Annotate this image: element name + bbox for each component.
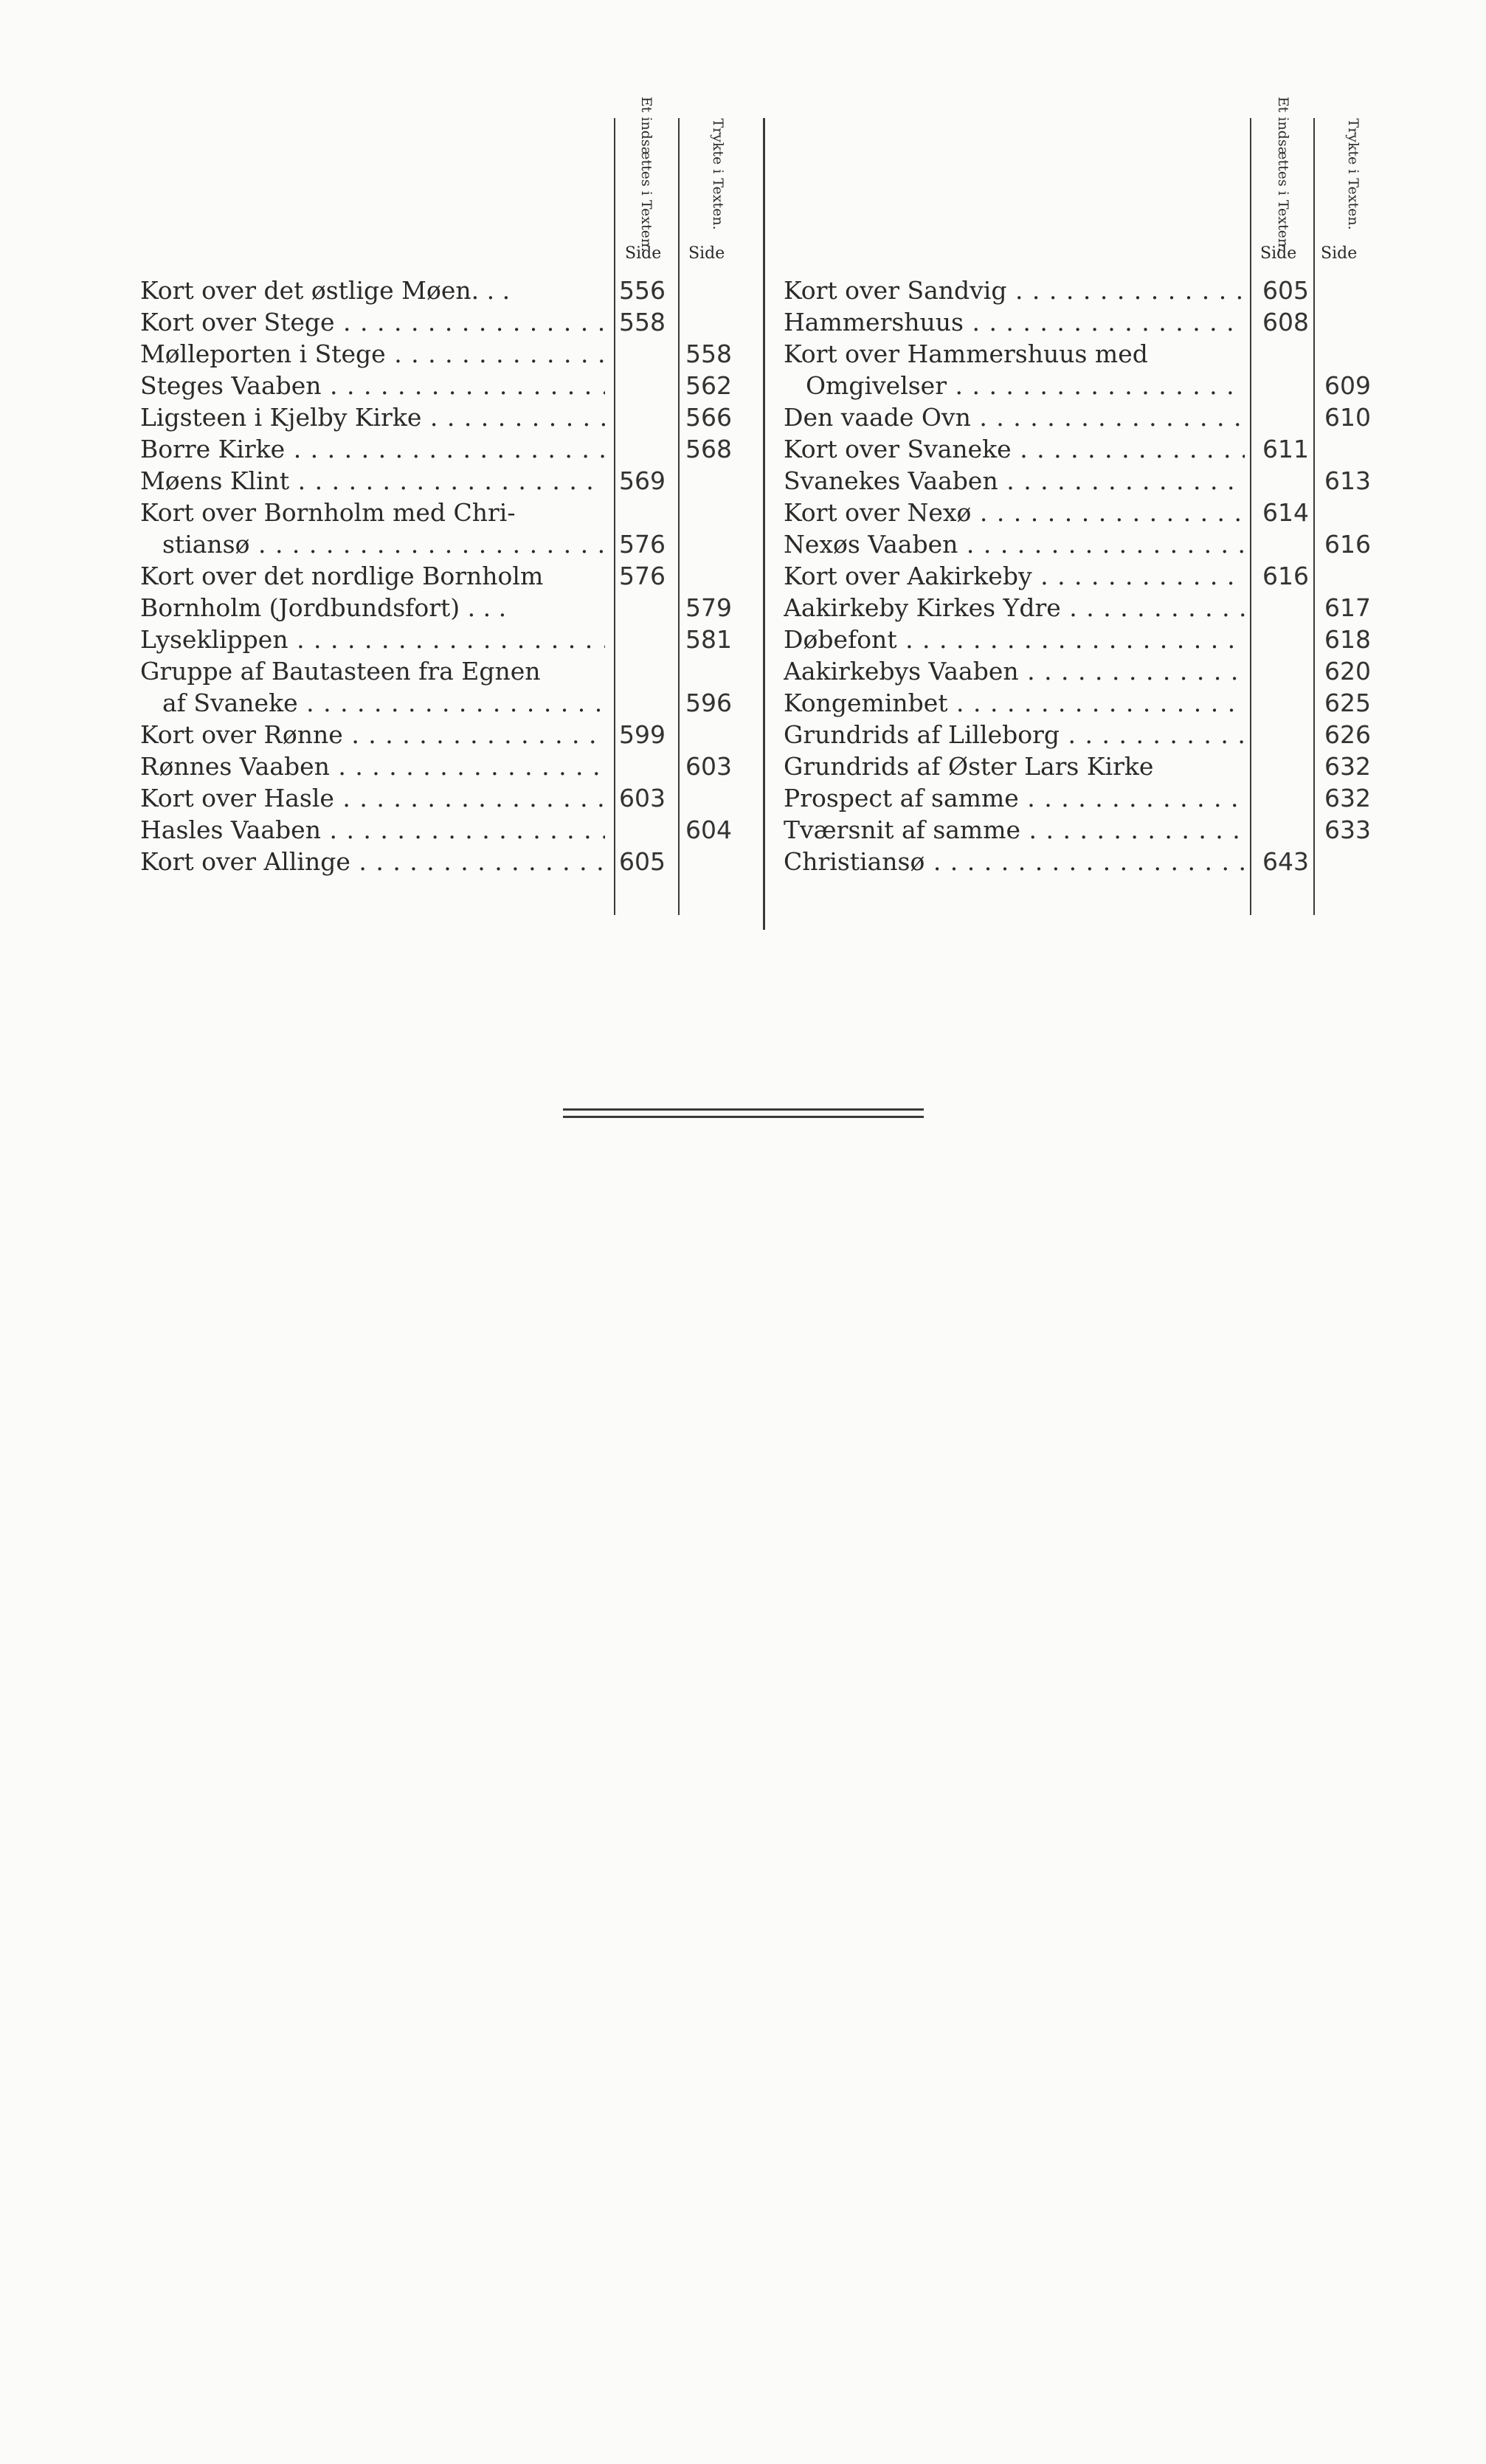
list-item — [784, 404, 1374, 432]
entry-printed-page: 632 — [1324, 752, 1371, 781]
entry-printed-page: 620 — [1324, 657, 1371, 686]
entry-inserted-page: 616 — [1262, 562, 1309, 590]
entry-title: Ligsteen i Kjelby Kirke . . . — [140, 404, 605, 432]
entry-title: Kort over Nexø . . . — [784, 499, 1245, 527]
list-item — [784, 594, 1374, 622]
left-inserted-side-label: Side — [625, 244, 662, 263]
right-printed-header: Trykte i Texten. — [1345, 118, 1361, 230]
entry-title: Kort over det nordlige Bornholm — [140, 562, 544, 590]
entry-printed-page: 625 — [1324, 689, 1371, 717]
right-printed-side-label: Side — [1321, 244, 1358, 263]
entry-title: Christiansø . . . — [784, 848, 1245, 876]
entry-title: Prospect af samme . . . — [784, 784, 1245, 812]
entry-title: Nexøs Vaaben . . . — [784, 531, 1245, 559]
list-item — [140, 435, 745, 463]
list-item — [140, 753, 745, 781]
list-item — [784, 340, 1374, 368]
list-item — [784, 848, 1374, 876]
entry-printed-page: 568 — [685, 435, 732, 463]
list-item — [784, 689, 1374, 717]
list-item — [140, 531, 745, 559]
entry-inserted-page: 608 — [1262, 308, 1309, 337]
list-item — [140, 277, 745, 305]
list-item — [140, 562, 745, 590]
entry-printed-page: 610 — [1324, 403, 1371, 432]
entry-title: Kort over Sandvig . . . — [784, 277, 1245, 305]
entry-printed-page: 633 — [1324, 815, 1371, 844]
entry-title: Svanekes Vaaben . . . — [784, 467, 1245, 495]
entry-inserted-page: 605 — [619, 847, 666, 876]
entry-title: Kort over Hammershuus med — [784, 339, 1148, 368]
entry-title: Kort over Stege . . . — [140, 308, 605, 337]
center-rule — [763, 118, 765, 930]
entry-title: Steges Vaaben . . . — [140, 372, 605, 400]
left-printed-side-label: Side — [688, 244, 725, 263]
left-printed-header: Trykte i Texten. — [710, 118, 726, 230]
list-item — [140, 404, 745, 432]
list-item — [784, 499, 1374, 527]
entry-printed-page: 616 — [1324, 530, 1371, 559]
double-rule-bottom — [563, 1116, 924, 1118]
entry-inserted-page: 603 — [619, 784, 666, 812]
entry-title: Den vaade Ovn . . . — [784, 404, 1245, 432]
entry-inserted-page: 576 — [619, 562, 666, 590]
list-item — [784, 753, 1374, 781]
entry-title: Kort over Aakirkeby . . . — [784, 562, 1245, 590]
entry-title: Kort over Allinge . . . — [140, 848, 605, 876]
entry-printed-page: 558 — [685, 339, 732, 368]
entry-title: Omgivelser . . . — [806, 372, 1245, 400]
list-item — [140, 816, 745, 844]
entry-printed-page: 632 — [1324, 784, 1371, 812]
list-item — [784, 308, 1374, 337]
list-item — [784, 658, 1374, 686]
entry-printed-page: 609 — [1324, 371, 1371, 400]
entry-title: Gruppe af Bautasteen fra Egnen — [140, 657, 541, 686]
entry-printed-page: 604 — [685, 815, 732, 844]
entry-inserted-page: 569 — [619, 466, 666, 495]
entry-printed-page: 617 — [1324, 593, 1371, 622]
entry-inserted-page: 611 — [1262, 435, 1309, 463]
entry-printed-page: 596 — [685, 689, 732, 717]
list-item — [140, 499, 745, 527]
entry-title: Bornholm (Jordbundsfort) . . . — [140, 593, 507, 622]
list-item — [784, 531, 1374, 559]
entry-inserted-page: 576 — [619, 530, 666, 559]
entry-title: Aakirkebys Vaaben . . . — [784, 658, 1245, 686]
entry-title: Grundrids af Øster Lars Kirke — [784, 752, 1154, 781]
entry-title: Kort over det østlige Møen. . . — [140, 276, 511, 305]
entry-printed-page: 579 — [685, 593, 732, 622]
entry-title: Grundrids af Lilleborg . . . — [784, 721, 1245, 749]
entry-title: Kongeminbet . . . — [784, 689, 1245, 717]
entry-title: Kort over Svaneke . . . — [784, 435, 1245, 463]
entry-title: Aakirkeby Kirkes Ydre . . . — [784, 594, 1245, 622]
entry-inserted-page: 556 — [619, 276, 666, 305]
entry-printed-page: 618 — [1324, 625, 1371, 654]
entry-inserted-page: 599 — [619, 720, 666, 749]
entry-printed-page: 581 — [685, 625, 732, 654]
list-item — [140, 467, 745, 495]
list-item — [784, 277, 1374, 305]
list-item — [140, 372, 745, 400]
entry-title: Kort over Rønne . . . — [140, 721, 605, 749]
entry-printed-page: 613 — [1324, 466, 1371, 495]
list-item — [784, 784, 1374, 812]
entry-title: Tværsnit af samme . . . — [784, 816, 1245, 844]
list-item — [784, 626, 1374, 654]
entry-title: Mølleporten i Stege . . . — [140, 340, 605, 368]
right-inserted-header: Et indsættes i Texten. — [1275, 96, 1291, 252]
list-item — [140, 848, 745, 876]
entry-title: af Svaneke . . . — [162, 689, 605, 717]
entry-printed-page: 603 — [685, 752, 732, 781]
list-item — [784, 435, 1374, 463]
entry-title: Hammershuus . . . — [784, 308, 1245, 337]
entry-title: Rønnes Vaaben . . . — [140, 753, 605, 781]
list-item — [784, 372, 1374, 400]
list-item — [140, 340, 745, 368]
list-item — [784, 721, 1374, 749]
list-item — [140, 689, 745, 717]
entry-title: Møens Klint . . . — [140, 467, 605, 495]
entry-title: Borre Kirke . . . — [140, 435, 605, 463]
entry-title: Hasles Vaaben . . . — [140, 816, 605, 844]
list-item — [140, 784, 745, 812]
list-item — [140, 594, 745, 622]
list-item — [140, 308, 745, 337]
list-item — [140, 658, 745, 686]
entry-inserted-page: 614 — [1262, 498, 1309, 527]
entry-inserted-page: 558 — [619, 308, 666, 337]
entry-title: Kort over Bornholm med Chri- — [140, 498, 516, 527]
list-item — [784, 816, 1374, 844]
list-item — [784, 562, 1374, 590]
list-item — [140, 721, 745, 749]
entry-printed-page: 562 — [685, 371, 732, 400]
entry-title: Døbefont . . . — [784, 626, 1245, 654]
right-inserted-side-label: Side — [1260, 244, 1297, 263]
entry-inserted-page: 643 — [1262, 847, 1309, 876]
entry-inserted-page: 605 — [1262, 276, 1309, 305]
list-item — [784, 467, 1374, 495]
entry-title: stiansø . . . — [162, 531, 605, 559]
entry-printed-page: 626 — [1324, 720, 1371, 749]
left-inserted-header: Et indsættes i Texten. — [638, 96, 654, 252]
entry-printed-page: 566 — [685, 403, 732, 432]
entry-title: Kort over Hasle . . . — [140, 784, 605, 812]
entry-title: Lyseklippen . . . — [140, 626, 605, 654]
double-rule-top — [563, 1108, 924, 1111]
list-item — [140, 626, 745, 654]
